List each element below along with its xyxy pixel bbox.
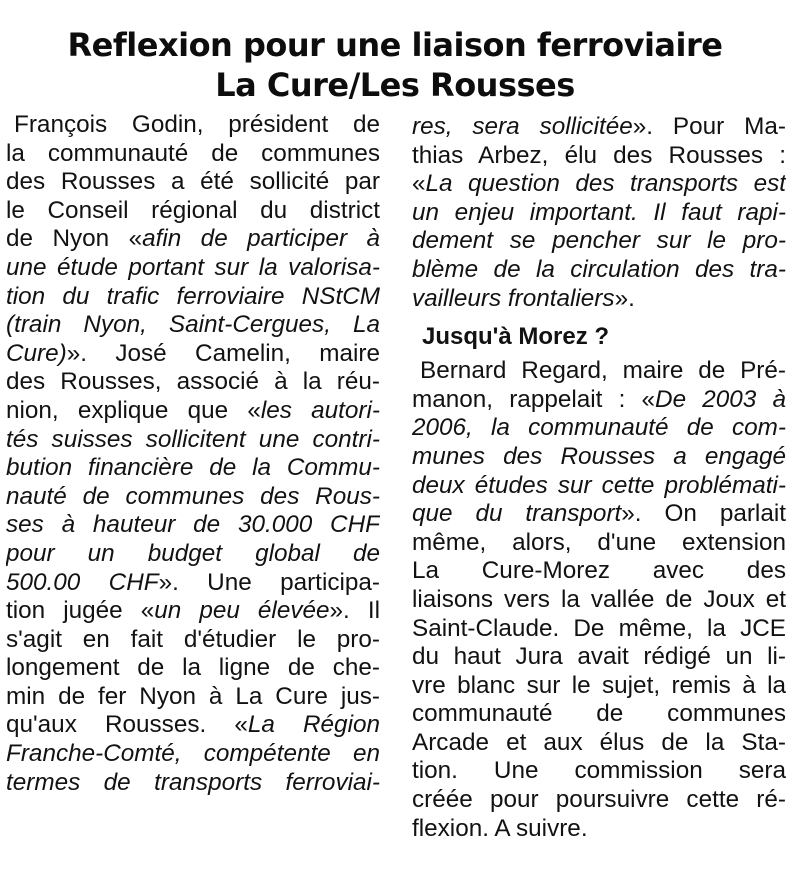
body-text: des Rousses, associé à la réu-	[6, 368, 380, 396]
body-text: Bernard Regard, maire de Pré-	[420, 357, 786, 385]
headline-line-2: La Cure/Les Rousses	[215, 66, 575, 105]
section-subheading: Jusqu'à Morez ?	[422, 323, 610, 351]
text-line	[6, 283, 380, 312]
text-line	[6, 340, 380, 369]
text-line	[6, 197, 380, 226]
italic-quote-text: que du transport	[412, 500, 622, 528]
italic-quote-text: blème de la circulation des tra-	[412, 255, 786, 283]
body-text: nion, explique que «	[6, 396, 261, 424]
right-paragraph-1	[412, 113, 786, 313]
text-line	[6, 454, 380, 483]
body-text: ».	[614, 284, 635, 312]
italic-quote-text: bution financière de la Commu-	[6, 454, 380, 482]
body-text: manon, rappelait : «	[412, 385, 656, 413]
body-text: flexion. A suivre.	[412, 814, 588, 842]
body-text: Saint-Claude. De même, la JCE	[412, 614, 786, 642]
text-line	[412, 786, 786, 815]
body-text: qu'aux Rousses. «	[6, 711, 248, 739]
italic-quote-text: vailleurs frontaliers	[412, 284, 615, 312]
body-text: ». José Camelin, maire	[66, 339, 380, 367]
article-column-left	[6, 111, 380, 797]
italic-quote-text: dement se pencher sur le pro-	[412, 227, 786, 255]
italic-quote-text: pour un budget global de	[6, 539, 380, 567]
text-line	[412, 199, 786, 228]
text-line	[6, 569, 380, 598]
text-line	[412, 443, 786, 472]
text-line	[412, 142, 786, 171]
text-line	[6, 168, 380, 197]
body-text: longement de la ligne de che-	[6, 654, 380, 682]
body-text: tion jugée «	[6, 597, 155, 625]
body-text: communauté de communes	[412, 700, 786, 728]
text-line	[6, 711, 380, 740]
text-line	[412, 472, 786, 501]
text-line	[412, 113, 786, 142]
text-line	[412, 357, 786, 386]
text-line	[412, 529, 786, 558]
text-line	[6, 654, 380, 683]
body-text: des Rousses a été sollicité par	[6, 168, 380, 196]
italic-quote-text: un enjeu important. Il faut rapi-	[412, 198, 786, 226]
body-text: vre blanc sur le sujet, remis à la	[412, 671, 786, 699]
text-line	[6, 368, 380, 397]
italic-quote-text: De 2003 à	[655, 385, 786, 413]
italic-quote-text: res, sera sollicitée	[412, 113, 633, 140]
text-line	[412, 414, 786, 443]
italic-quote-text: 500.00 CHF	[6, 568, 159, 596]
text-line	[6, 225, 380, 254]
text-line	[412, 557, 786, 586]
text-line	[6, 483, 380, 512]
italic-quote-text: les autori-	[260, 396, 380, 424]
text-line	[6, 311, 380, 340]
text-line	[6, 683, 380, 712]
body-text: ». Une participa-	[158, 568, 380, 596]
body-text: du haut Jura avait rédigé un li-	[412, 643, 786, 671]
text-line	[6, 254, 380, 283]
text-line	[6, 740, 380, 769]
body-text: La Cure-Morez avec des	[412, 557, 786, 585]
right-paragraph-2	[412, 357, 786, 843]
italic-quote-text: ses à hauteur de 30.000 CHF	[6, 511, 380, 539]
body-text: tion. Une commission sera	[412, 757, 786, 785]
italic-quote-text: munes des Rousses a engagé	[412, 442, 786, 470]
italic-quote-text: tion du trafic ferroviaire NStCM	[6, 282, 380, 310]
italic-quote-text: une étude portant sur la valorisa-	[6, 253, 380, 281]
text-line	[6, 540, 380, 569]
article-headline	[0, 25, 790, 105]
text-line	[6, 511, 380, 540]
text-line	[412, 700, 786, 729]
italic-quote-text: termes de transports ferroviai-	[6, 768, 380, 796]
text-line	[6, 626, 380, 655]
body-text: de Nyon «	[6, 225, 143, 253]
text-line	[412, 643, 786, 672]
text-line	[6, 426, 380, 455]
italic-quote-text: tés suisses sollicitent une contri-	[6, 425, 380, 453]
text-line	[6, 597, 380, 626]
body-text: la communauté de communes	[6, 139, 380, 167]
italic-quote-text: 2006, la communauté de com-	[412, 414, 786, 442]
article-column-right	[412, 113, 786, 843]
italic-quote-text: (train Nyon, Saint-Cergues, La	[6, 311, 380, 339]
italic-quote-text: deux études sur cette problémati-	[412, 471, 786, 499]
body-text: thias Arbez, élu des Rousses :	[412, 141, 786, 169]
headline-line-1: Reflexion pour une liaison ferroviaire	[67, 26, 723, 65]
text-line	[412, 586, 786, 615]
text-line	[412, 615, 786, 644]
text-line	[412, 256, 786, 285]
text-line	[412, 729, 786, 758]
body-text: ». On parlait	[621, 500, 786, 528]
body-text: même, alors, d'une extension	[412, 528, 786, 556]
body-text: ». Il	[329, 597, 380, 625]
italic-quote-text: La question des transports est	[425, 170, 786, 198]
italic-quote-text: afin de participer à	[142, 225, 380, 253]
italic-quote-text: Cure)	[6, 339, 67, 367]
body-text: «	[412, 170, 426, 198]
text-line	[412, 500, 786, 529]
text-line	[412, 386, 786, 415]
text-line	[412, 672, 786, 701]
text-line	[6, 140, 380, 169]
body-text: le Conseil régional du district	[6, 196, 380, 224]
text-line	[6, 111, 380, 140]
text-line	[412, 227, 786, 256]
body-text: Arcade et aux élus de la Sta-	[412, 728, 786, 756]
text-line	[412, 815, 786, 844]
body-text: s'agit en fait d'étudier le pro-	[6, 625, 380, 653]
text-line	[412, 170, 786, 199]
body-text: liaisons vers la vallée de Joux et	[412, 585, 786, 613]
text-line	[6, 397, 380, 426]
body-text: créée pour poursuivre cette ré-	[412, 786, 786, 814]
body-text: min de fer Nyon à La Cure jus-	[6, 682, 380, 710]
text-line	[6, 769, 380, 798]
text-line	[412, 757, 786, 786]
text-line	[412, 285, 786, 314]
italic-quote-text: Franche-Comté, compétente en	[6, 740, 380, 768]
italic-quote-text: un peu élevée	[154, 597, 330, 625]
italic-quote-text: nauté de communes des Rous-	[6, 482, 380, 510]
italic-quote-text: La Région	[247, 711, 380, 739]
body-text: François Godin, président de	[14, 111, 380, 138]
body-text: ». Pour Ma-	[632, 113, 786, 140]
